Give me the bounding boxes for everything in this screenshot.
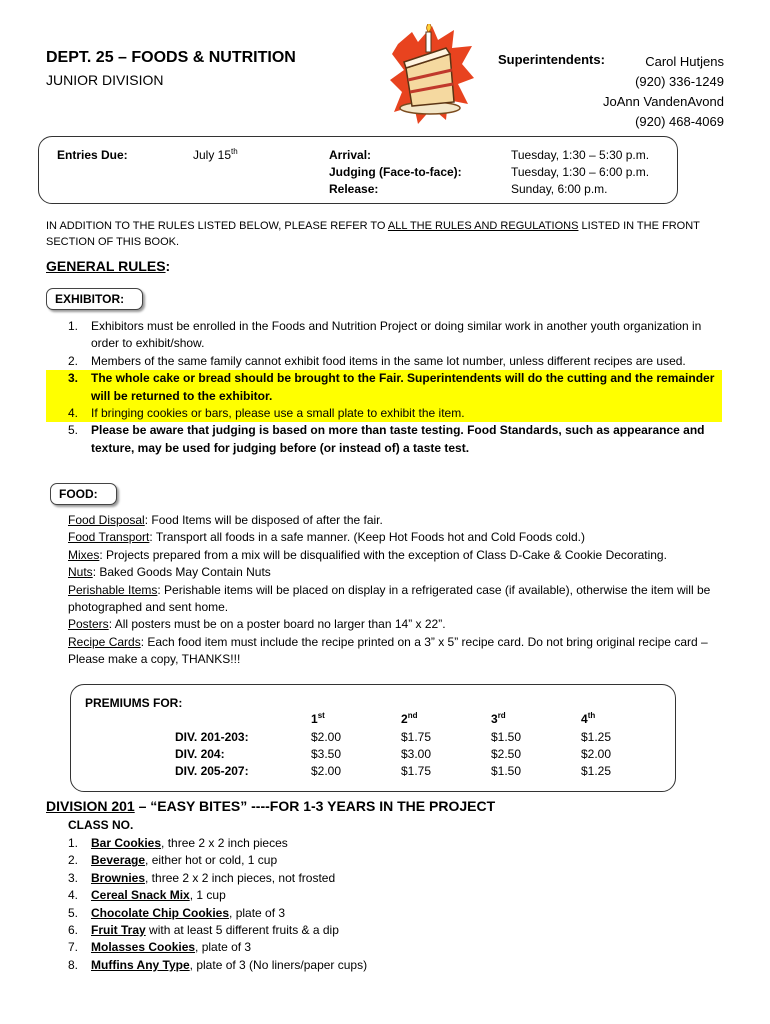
food-notes [68, 512, 724, 669]
rules-reference: ALL THE RULES AND REGULATIONS [387, 220, 579, 232]
premium-amount: $3.00 [401, 747, 432, 761]
premiums-box [70, 684, 676, 792]
arrival-time: Tuesday, 1:30 – 5:30 p.m. [511, 148, 650, 162]
class-no-label: CLASS NO. [68, 818, 134, 832]
release-time: Sunday, 6:00 p.m. [511, 182, 608, 196]
list-item: 6. Fruit Tray with at least 5 different fruits & a dip [68, 923, 339, 938]
list-item-highlighted: 4. If bringing cookies or bars, please use a small plate to exhibit the item. [46, 405, 722, 422]
list-item: 7. Molasses Cookies, plate of 3 [68, 940, 252, 955]
premium-amount: $3.50 [311, 747, 342, 761]
list-item: 5. Chocolate Chip Cookies, plate of 3 [68, 905, 286, 920]
premium-amount: $2.50 [491, 747, 522, 761]
premium-amount: $1.75 [401, 764, 432, 778]
cake-slice-clipart-icon [388, 24, 476, 130]
list-item-highlighted: 3. The whole cake or bread should be brought to the Fair. Superintendents will do the cutting and the remainder will be returned to the exhibitor. [46, 370, 722, 405]
food-note: Food Transport: Transport all foods in a safe manner. (Keep Hot Foods hot and Cold Foods cold.) [68, 530, 585, 545]
schedule-box [38, 136, 678, 204]
list-item: 5. Please be aware that judging is based on more than taste testing. Food Standards, such as appearance and texture, may be used for judging before (or instead of) a taste test. [68, 423, 705, 455]
entries-due-date: July 15th [193, 147, 238, 162]
food-label: FOOD: [50, 483, 117, 505]
premium-amount: $2.00 [581, 747, 612, 761]
superintendent-name: JoAnn VandenAvond [603, 94, 724, 109]
food-note: Recipe Cards: Each food item must include the recipe printed on a 3” x 5” recipe card. Do not bring original recipe card – Please make a copy, THANKS!!! [68, 634, 708, 667]
food-note: Mixes: Projects prepared from a mix will be disqualified with the exception of Class D-Cake & Cookie Decorating. [68, 547, 667, 562]
division-201-heading: DIVISION 201 – “EASY BITES” ----FOR 1-3 YEARS IN THE PROJECT [46, 798, 496, 814]
superintendent-phone: (920) 336-1249 [635, 74, 724, 89]
list-item: 4. Cereal Snack Mix, 1 cup [68, 888, 226, 903]
premiums-label: PREMIUMS FOR: [85, 696, 183, 710]
list-item: 3. Brownies, three 2 x 2 inch pieces, not frosted [68, 870, 336, 885]
premium-amount: $1.50 [491, 764, 522, 778]
division-subtitle: JUNIOR DIVISION [46, 72, 164, 88]
premium-row-label: DIV. 201-203: [175, 730, 249, 744]
list-item: 2. Members of the same family cannot exhibit food items in the same lot number, unless different recipes are used. [68, 353, 686, 368]
list-item: 1. Exhibitors must be enrolled in the Foods and Nutrition Project or doing similar work in another youth organization in order to exhibit/show. [68, 319, 702, 351]
judging-time: Tuesday, 1:30 – 6:00 p.m. [511, 165, 650, 179]
premium-amount: $1.50 [491, 730, 522, 744]
release-label: Release: [329, 182, 379, 196]
general-rules-heading: GENERAL RULES: [46, 258, 171, 274]
dept-title: DEPT. 25 – FOODS & NUTRITION [46, 49, 296, 66]
intro-note: IN ADDITION TO THE RULES LISTED BELOW, PLEASE REFER TO ALL THE RULES AND REGULATIONS LISTED IN THE FRONT SECTION OF THIS BOOK. [46, 220, 700, 248]
entries-due-label: Entries Due: [57, 148, 128, 162]
premium-amount: $1.25 [581, 764, 612, 778]
superintendent-phone: (920) 468-4069 [635, 114, 724, 129]
exhibitor-label: EXHIBITOR: [46, 288, 143, 310]
place-header: 2nd [401, 711, 418, 726]
premium-amount: $2.00 [311, 730, 342, 744]
food-note: Posters: All posters must be on a poster board no larger than 14” x 22”. [68, 617, 446, 632]
premium-amount: $1.75 [401, 730, 432, 744]
place-header: 1st [311, 711, 325, 726]
judging-label: Judging (Face-to-face): [329, 165, 462, 179]
exhibitor-rules [46, 318, 722, 457]
premium-row-label: DIV. 205-207: [175, 764, 249, 778]
food-note: Food Disposal: Food Items will be disposed of after the fair. [68, 513, 383, 527]
arrival-label: Arrival: [329, 148, 372, 162]
list-item: 8. Muffins Any Type, plate of 3 (No liners/paper cups) [68, 957, 368, 972]
list-item: 2. Beverage, either hot or cold, 1 cup [68, 853, 278, 868]
place-header: 4th [581, 711, 596, 726]
superintendents-contacts [603, 52, 724, 132]
superintendents-label: Superintendents: [498, 52, 605, 67]
superintendent-name: Carol Hutjens [645, 54, 724, 69]
premium-amount: $1.25 [581, 730, 612, 744]
premium-row-label: DIV. 204: [175, 747, 225, 761]
food-note: Perishable Items: Perishable items will be placed on display in a refrigerated case (if available), otherwise the item will be photographed and sent home. [68, 582, 711, 615]
list-item: 1. Bar Cookies, three 2 x 2 inch pieces [68, 836, 288, 850]
premium-amount: $2.00 [311, 764, 342, 778]
place-header: 3rd [491, 711, 506, 726]
food-note: Nuts: Baked Goods May Contain Nuts [68, 565, 271, 580]
division-201-classes [46, 835, 367, 974]
